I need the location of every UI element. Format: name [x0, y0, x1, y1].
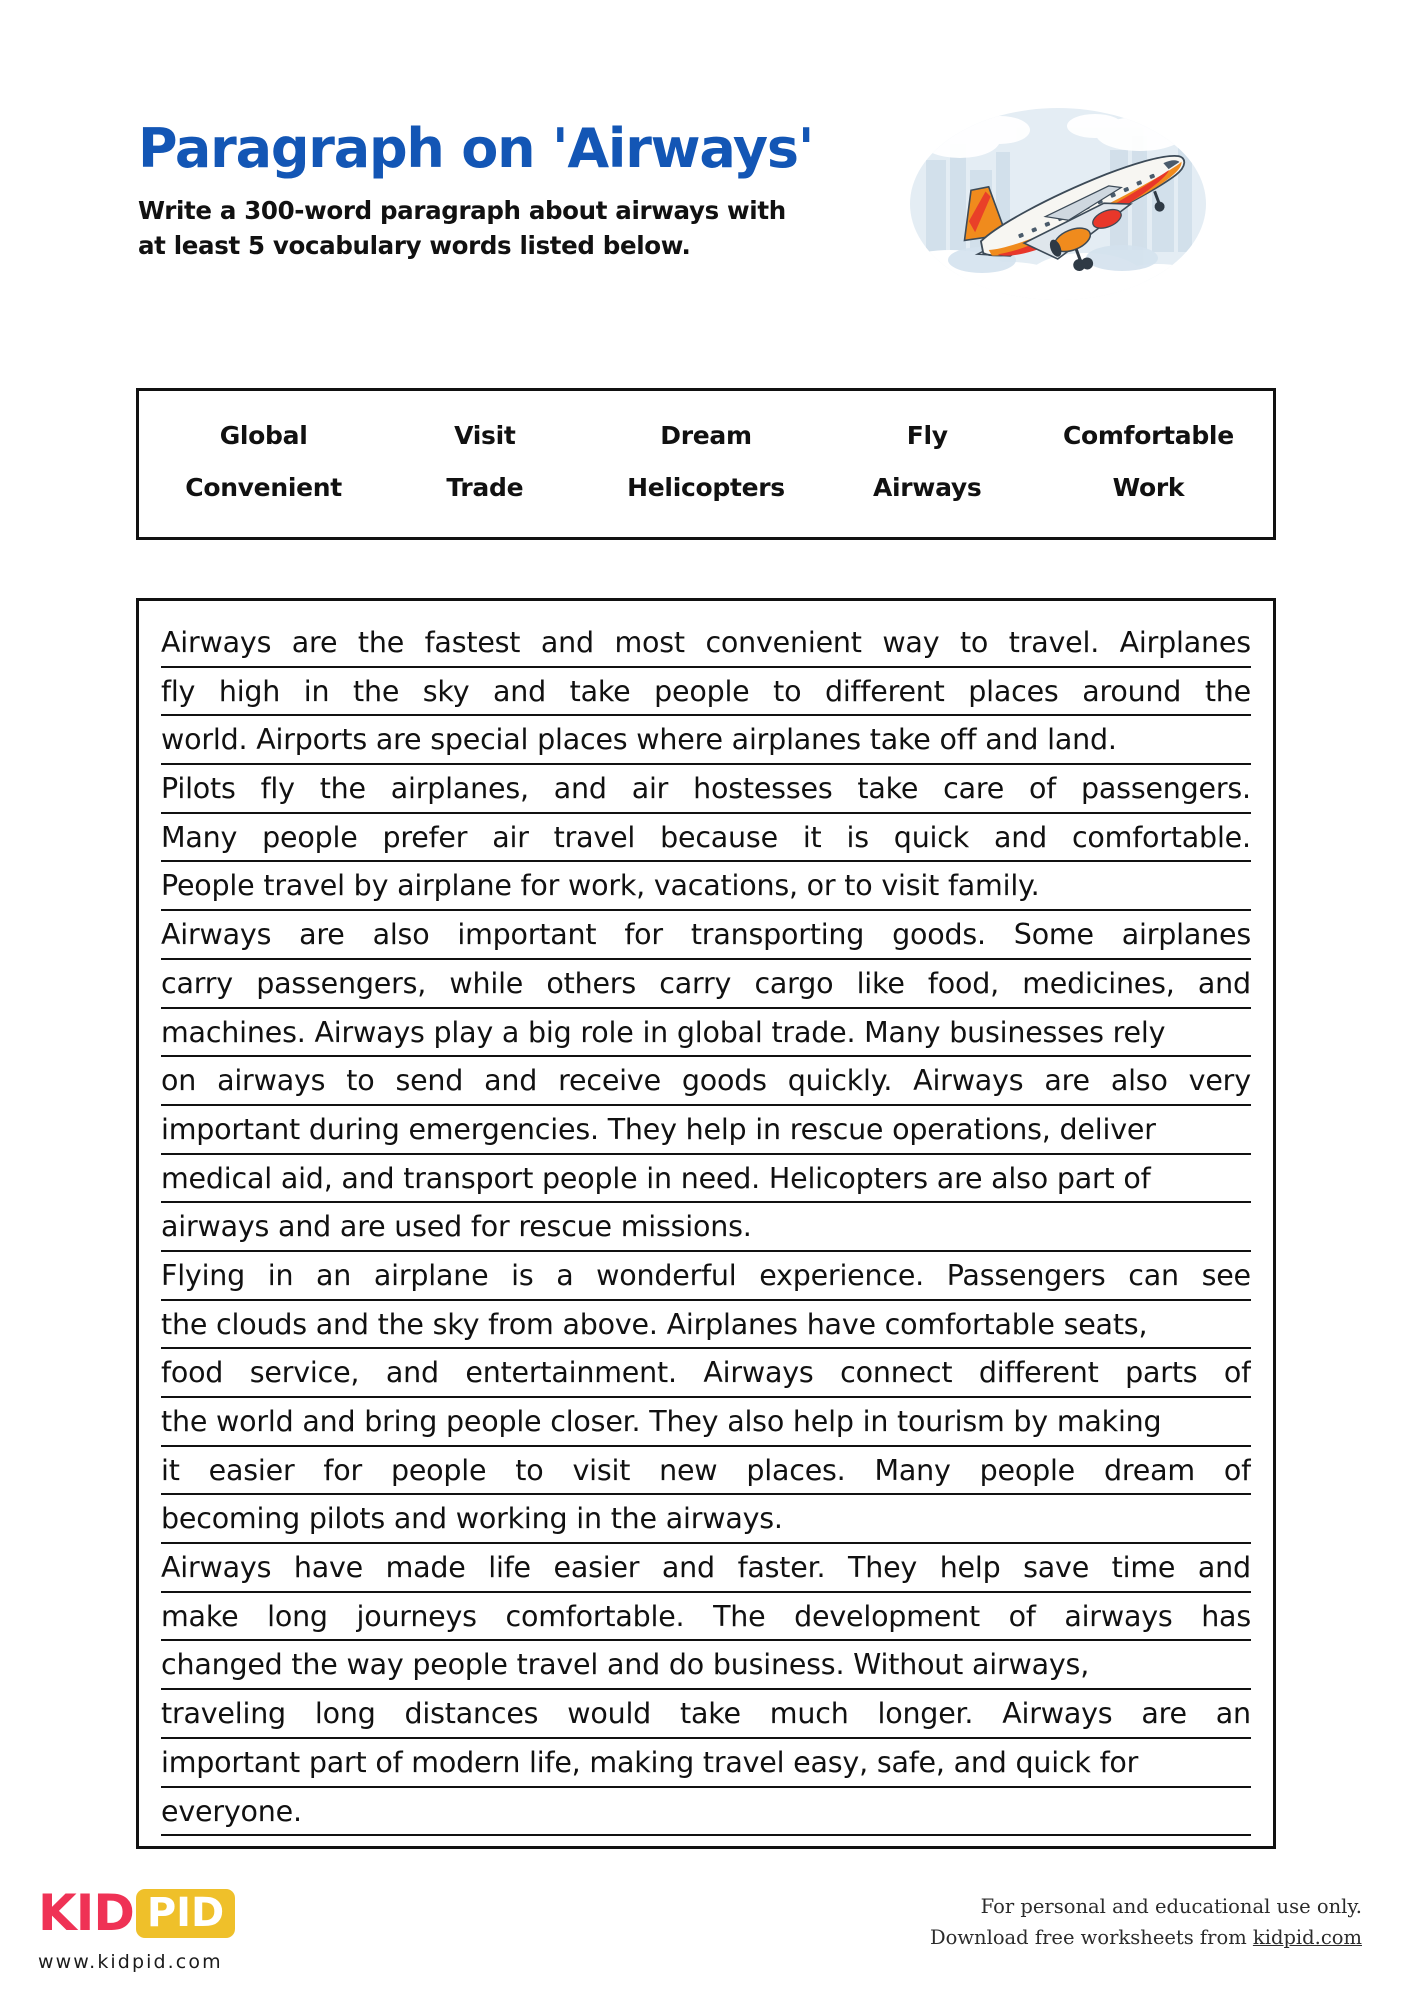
- answer-line: Many people prefer air travel because it is quick and comfortable.: [161, 814, 1251, 863]
- answer-line: Airways are the fastest and most convenient way to travel. Airplanes: [161, 619, 1251, 668]
- answer-box[interactable]: [136, 598, 1276, 1849]
- footer-usage-text: For personal and educational use only.: [980, 1895, 1362, 1918]
- answer-line: world. Airports are special places where airplanes take off and land.: [161, 716, 1251, 765]
- vocabulary-word: Trade: [446, 473, 524, 502]
- answer-line: Airways are also important for transporting goods. Some airplanes: [161, 911, 1251, 960]
- logo-kid-text: KID: [38, 1884, 134, 1942]
- footer-download-link[interactable]: kidpid.com: [1252, 1925, 1362, 1949]
- vocabulary-box: [136, 388, 1276, 540]
- footer-note: [930, 1892, 1362, 1954]
- vocabulary-row-1: [153, 410, 1259, 462]
- page-instructions: [138, 194, 828, 264]
- footer-download-prefix: Download free worksheets from: [929, 1925, 1253, 1949]
- answer-line: Pilots fly the airplanes, and air hostesses take care of passengers.: [161, 765, 1251, 814]
- answer-line: important part of modern life, making travel easy, safe, and quick for: [161, 1739, 1251, 1788]
- answer-text: [161, 619, 1251, 1836]
- answer-line: carry passengers, while others carry cargo like food, medicines, and: [161, 960, 1251, 1009]
- answer-line: food service, and entertainment. Airways connect different parts of: [161, 1349, 1251, 1398]
- answer-line: People travel by airplane for work, vacations, or to visit family.: [161, 862, 1251, 911]
- vocabulary-word: Convenient: [185, 473, 342, 502]
- logo-website-url: www.kidpid.com: [38, 1951, 223, 1973]
- vocabulary-word: Comfortable: [1062, 421, 1234, 450]
- airplane-illustration: [890, 100, 1220, 318]
- answer-line: important during emergencies. They help in rescue operations, deliver: [161, 1106, 1251, 1155]
- answer-line: traveling long distances would take much longer. Airways are an: [161, 1690, 1251, 1739]
- footer-download-text: [930, 1923, 1362, 1954]
- vocabulary-word: Airways: [872, 473, 982, 502]
- answer-line: the world and bring people closer. They also help in tourism by making: [161, 1398, 1251, 1447]
- answer-line: make long journeys comfortable. The development of airways has: [161, 1593, 1251, 1642]
- page-title: Paragraph on 'Airways': [138, 117, 814, 180]
- answer-line: airways and are used for rescue missions.: [161, 1203, 1251, 1252]
- kidpid-logo: [38, 1885, 338, 1985]
- vocabulary-word: Global: [219, 421, 308, 450]
- vocabulary-word: Fly: [906, 421, 948, 450]
- vocabulary-word: Work: [1112, 473, 1185, 502]
- vocabulary-row-2: [153, 462, 1259, 514]
- answer-line: becoming pilots and working in the airways.: [161, 1495, 1251, 1544]
- answer-line: changed the way people travel and do business. Without airways,: [161, 1641, 1251, 1690]
- logo-wordmark: [38, 1885, 338, 1941]
- answer-line: medical aid, and transport people in need. Helicopters are also part of: [161, 1155, 1251, 1204]
- vocabulary-word: Helicopters: [627, 473, 785, 502]
- answer-line: the clouds and the sky from above. Airplanes have comfortable seats,: [161, 1301, 1251, 1350]
- answer-line: fly high in the sky and take people to different places around the: [161, 668, 1251, 717]
- answer-line: everyone.: [161, 1788, 1251, 1837]
- answer-line: it easier for people to visit new places. Many people dream of: [161, 1447, 1251, 1496]
- answer-line: on airways to send and receive goods quickly. Airways are also very: [161, 1057, 1251, 1106]
- answer-line: Flying in an airplane is a wonderful experience. Passengers can see: [161, 1252, 1251, 1301]
- answer-line: machines. Airways play a big role in global trade. Many businesses rely: [161, 1009, 1251, 1058]
- vocabulary-word: Dream: [660, 421, 752, 450]
- vocabulary-word: Visit: [454, 421, 516, 450]
- instructions-line-2: at least 5 vocabulary words listed below.: [138, 231, 691, 261]
- logo-pid-text: PID: [136, 1889, 235, 1938]
- instructions-line-1: Write a 300-word paragraph about airways with: [138, 196, 786, 226]
- answer-line: Airways have made life easier and faster. They help save time and: [161, 1544, 1251, 1593]
